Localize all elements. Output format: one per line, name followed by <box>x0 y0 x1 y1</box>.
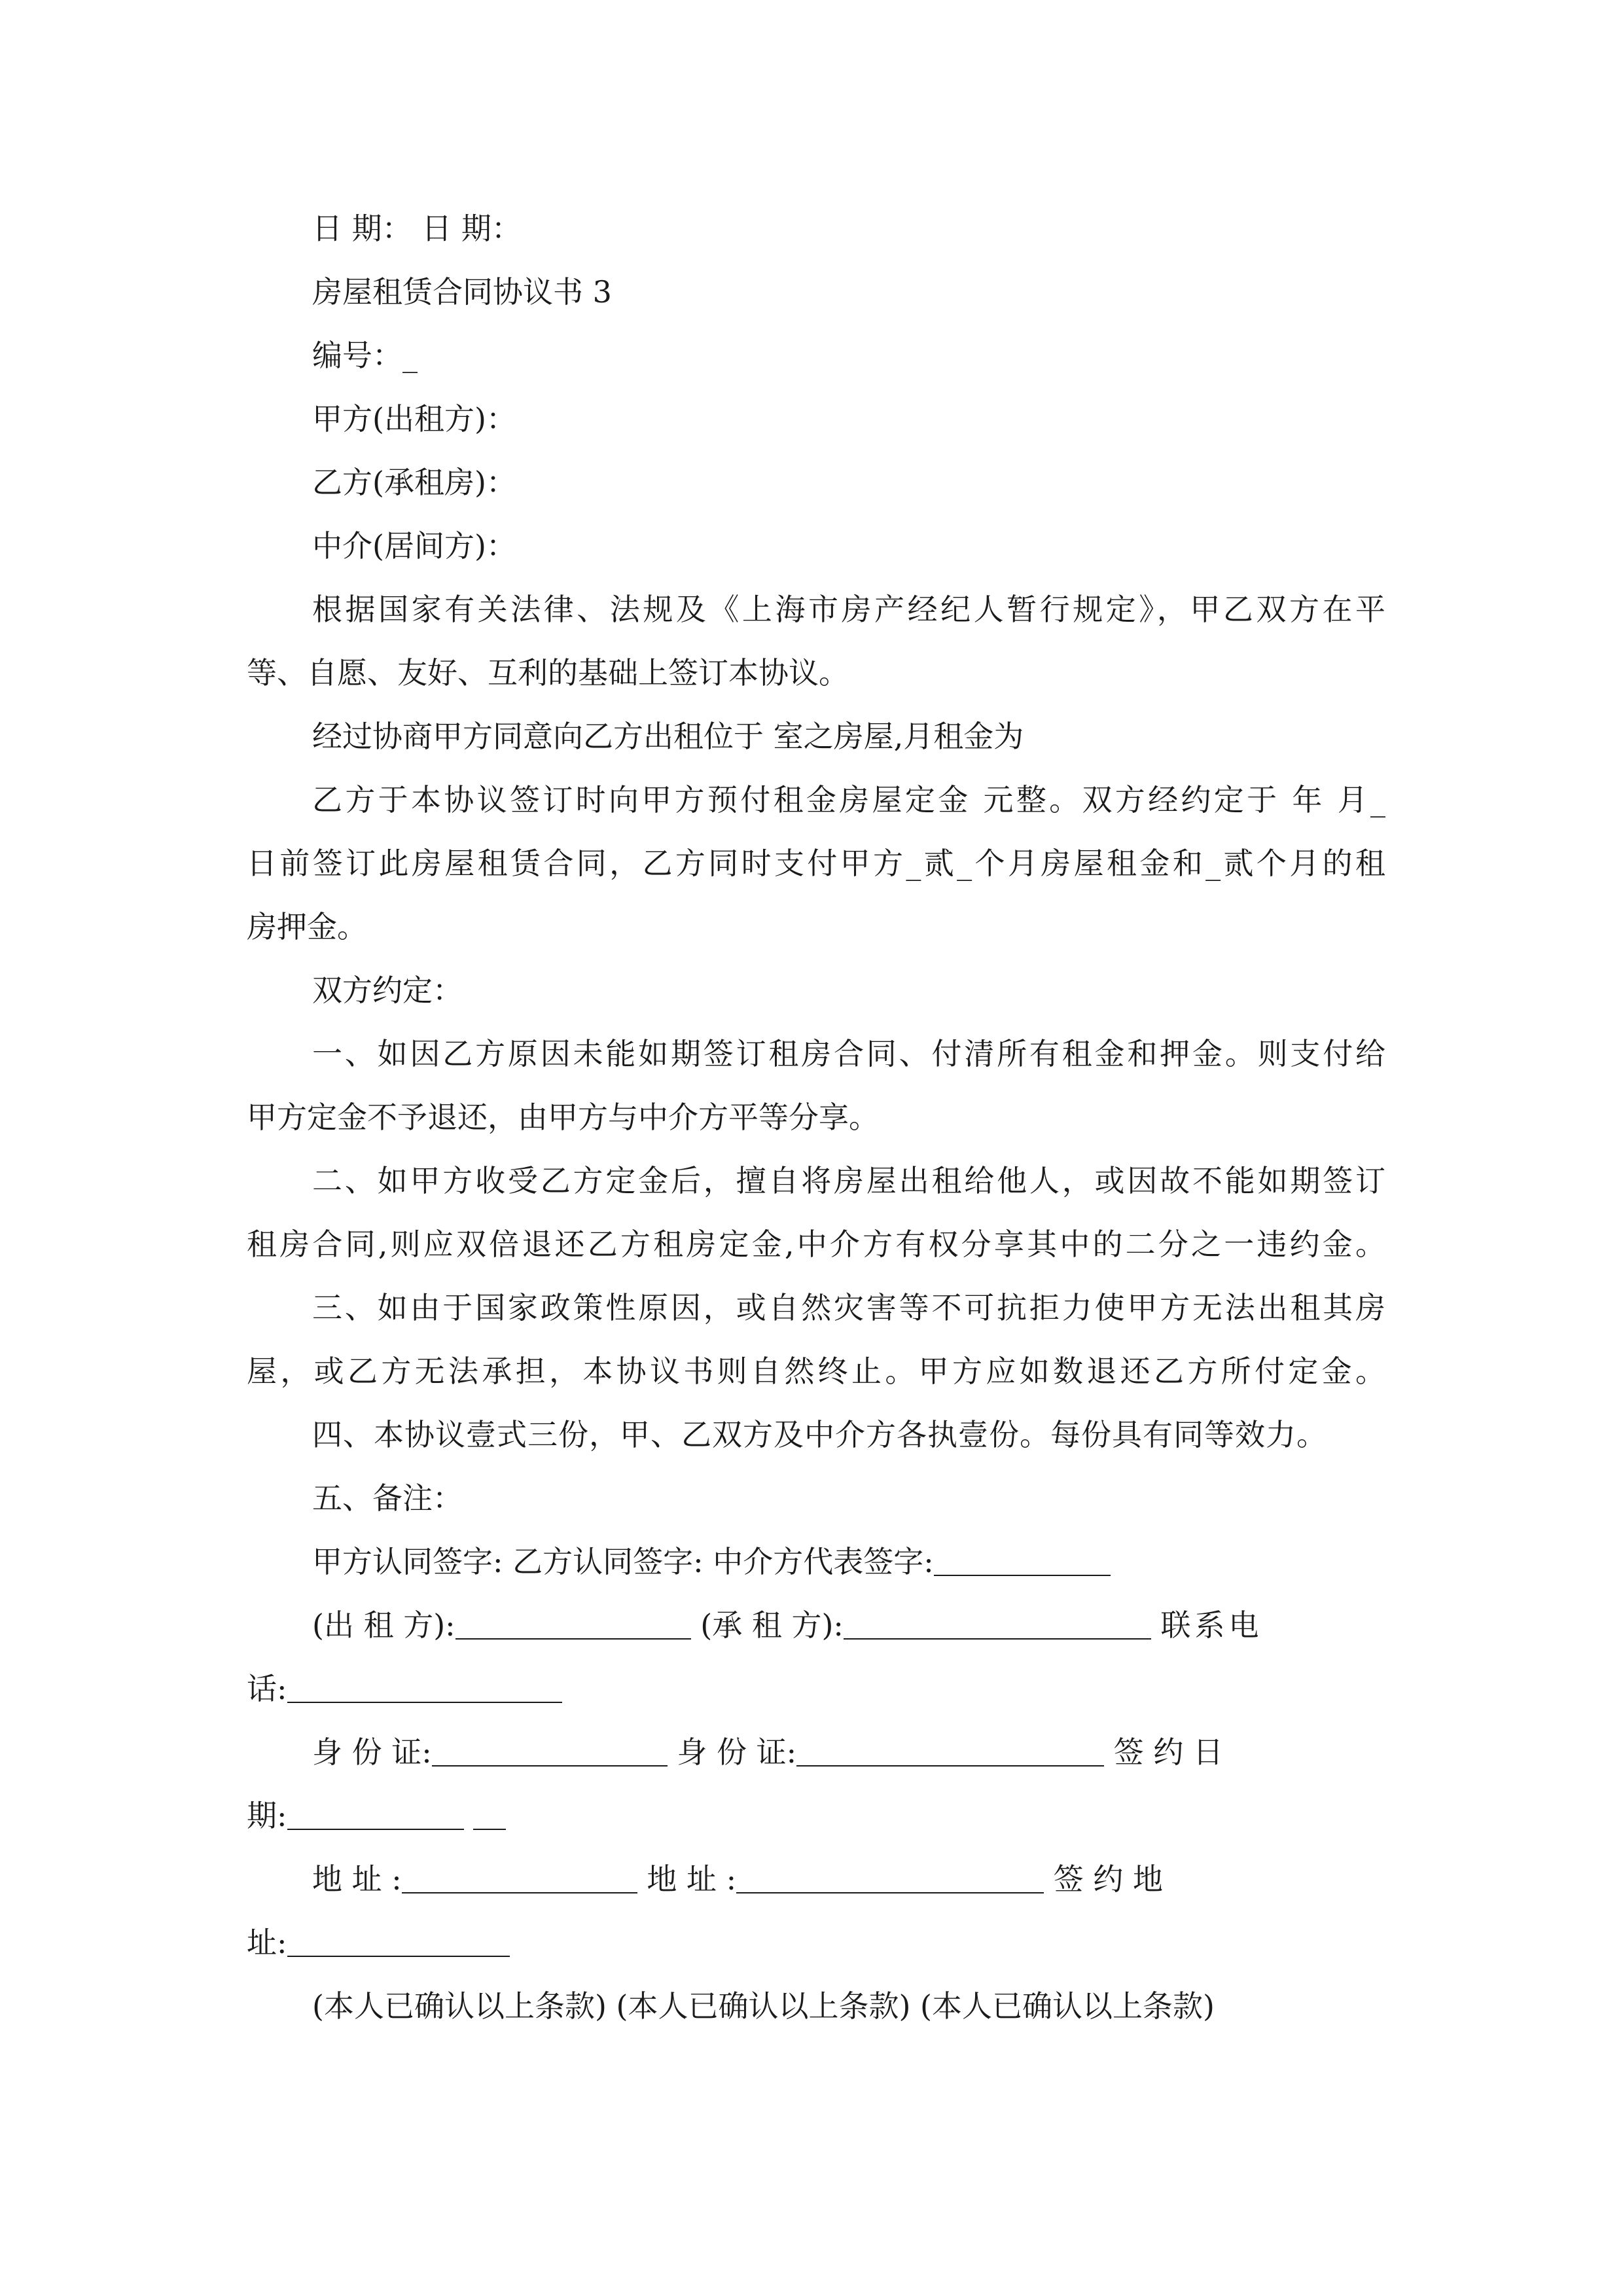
clause-2-line-1: 二、如甲方收受乙方定金后，擅自将房屋出租给他人，或因故不能如期签订 <box>312 1163 1385 1198</box>
sign-place-blank[interactable] <box>287 1927 510 1957</box>
clause-3-line-1: 三、如由于国家政策性原因，或自然灾害等不可抗拒力使甲方无法出租其房 <box>312 1290 1385 1325</box>
negotiation-line: 经过协商甲方同意向乙方出租位于 室之房屋,月租金为 <box>312 719 1024 754</box>
sign-place-row <box>247 1922 1385 1963</box>
address-row <box>312 1859 1385 1899</box>
document-title: 房屋租赁合同协议书 3 <box>312 274 612 310</box>
sign-date-blank-extra[interactable] <box>473 1800 506 1830</box>
address-label-b: 地 址 : <box>647 1861 737 1897</box>
intro-line-2: 等、自愿、友好、互利的基础上签订本协议。 <box>247 655 849 691</box>
address-blank-b[interactable] <box>736 1863 1044 1893</box>
deposit-line-1: 乙方于本协议签订时向甲方预付租金房屋定金 元整。双方经约定于 年 月_ <box>312 782 1385 817</box>
confirmation-line: (本人已确认以上条款) (本人已确认以上条款) (本人已确认以上条款) <box>312 1988 1215 2024</box>
sign-place-label-part-2: 址: <box>247 1925 287 1960</box>
clause-2-line-2: 租房合同,则应双倍退还乙方租房定金,中介方有权分享其中的二分之一违约金。 <box>247 1227 1385 1262</box>
lessee-blank[interactable] <box>844 1609 1151 1640</box>
id-label-a: 身 份 证: <box>312 1734 432 1770</box>
address-label-a: 地 址 : <box>312 1861 402 1897</box>
sign-date-row <box>247 1795 1385 1836</box>
lessor-blank[interactable] <box>455 1609 691 1640</box>
sign-date-blank[interactable] <box>287 1800 464 1830</box>
party-a-label: 甲方(出租方)： <box>312 401 516 437</box>
agent-signature-blank[interactable] <box>934 1546 1111 1576</box>
party-b-label: 乙方(承租房)： <box>312 465 516 500</box>
deposit-line-2: 日前签订此房屋租赁合同，乙方同时支付甲方_贰_个月房屋租金和_贰个月的租 <box>247 846 1385 881</box>
agreed-heading: 双方约定： <box>312 973 463 1008</box>
id-blank-b[interactable] <box>796 1736 1104 1767</box>
intro-line-1: 根据国家有关法律、法规及《上海市房产经纪人暂行规定》，甲乙双方在平 <box>312 592 1385 627</box>
id-row <box>312 1732 1385 1772</box>
signatures-line <box>312 1541 1385 1582</box>
clause-5: 五、备注： <box>312 1480 463 1516</box>
clause-1-line-1: 一、如因乙方原因未能如期签订租房合同、付清所有租金和押金。则支付给 <box>312 1036 1385 1071</box>
phone-label-part-1: 联系电 <box>1160 1607 1263 1643</box>
sign-place-label-part-1: 签 约 地 <box>1053 1861 1163 1897</box>
phone-blank[interactable] <box>287 1673 562 1703</box>
clause-3-line-2: 屋，或乙方无法承担，本协议书则自然终止。甲方应如数退还乙方所付定金。 <box>247 1354 1385 1389</box>
clause-4: 四、本协议壹式三份，甲、乙双方及中介方各执壹份。每份具有同等效力。 <box>312 1417 1327 1452</box>
sign-date-label-part-1: 签 约 日 <box>1113 1734 1223 1770</box>
agent-label: 中介(居间方)： <box>312 528 516 564</box>
lessor-label: (出 租 方): <box>312 1607 455 1643</box>
phone-label-part-2: 话: <box>247 1671 287 1706</box>
phone-row <box>247 1668 1385 1709</box>
contract-number: 编号：_ <box>312 338 418 373</box>
id-blank-a[interactable] <box>432 1736 668 1767</box>
signatures-label: 甲方认同签字: 乙方认同签字: 中介方代表签字: <box>312 1544 934 1579</box>
lessee-label: (承 租 方): <box>700 1607 844 1643</box>
sign-date-label-part-2: 期: <box>247 1798 287 1833</box>
clause-1-line-2: 甲方定金不予退还，由甲方与中介方平等分享。 <box>247 1100 879 1135</box>
address-blank-a[interactable] <box>402 1863 637 1893</box>
date-line: 日 期： 日 期： <box>312 211 522 246</box>
lessor-row <box>312 1605 1385 1645</box>
id-label-b: 身 份 证: <box>677 1734 797 1770</box>
deposit-line-3: 房押金。 <box>247 909 367 944</box>
